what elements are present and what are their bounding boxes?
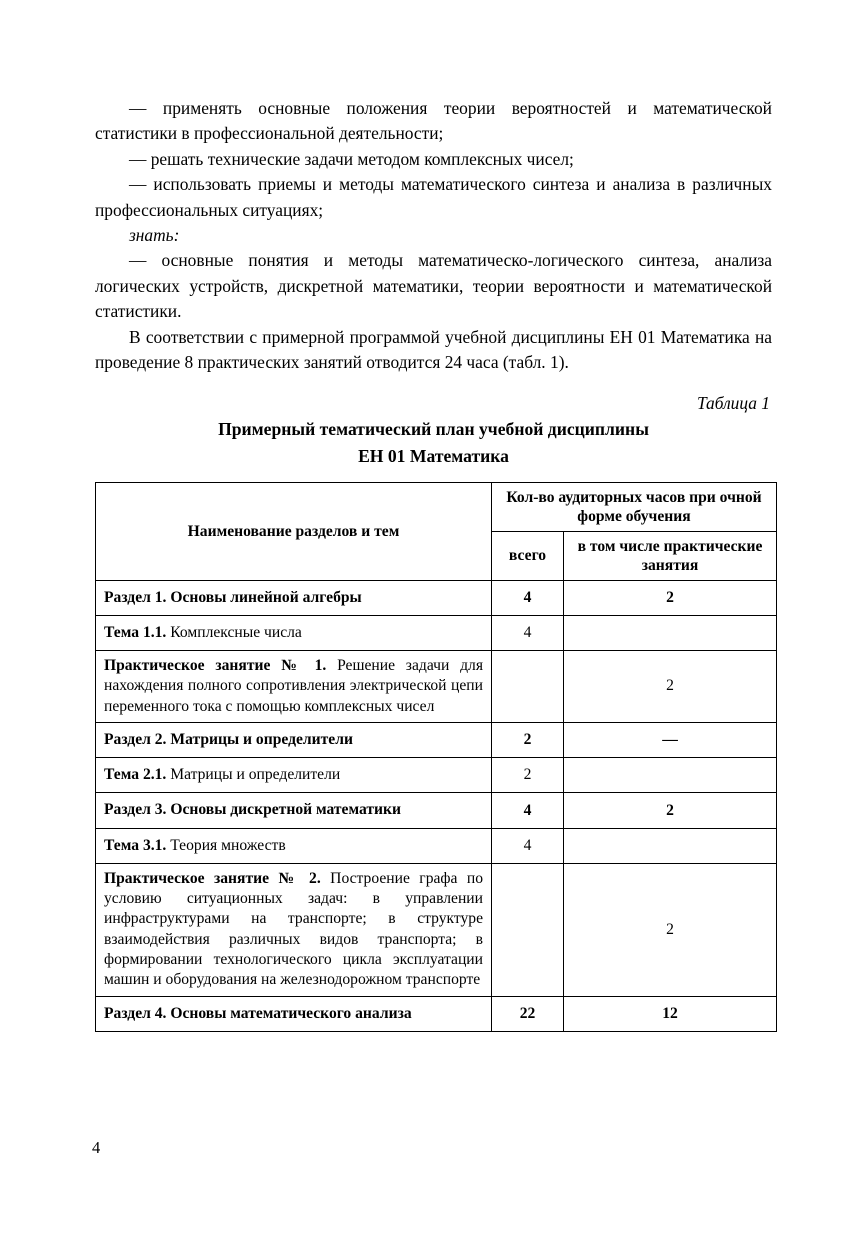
row-name-cell (96, 651, 492, 723)
row-name-cell (96, 793, 492, 828)
header-hours-group: Кол-во аудиторных часов при очной форме обучения (492, 482, 777, 531)
header-practice: в том числе практические занятия (564, 531, 777, 580)
table-row (96, 758, 777, 793)
row-name-text: Комплексные числа (166, 623, 302, 641)
paragraph-6: В соответствии с примерной программой учебной дисциплины ЕН 01 Математика на проведение 8 практических занятий отводится 24 часа (табл. 1). (95, 326, 772, 373)
table-caption: Таблица 1 (697, 393, 770, 414)
row-total-cell: 22 (492, 996, 564, 1031)
row-practice-cell (564, 758, 777, 793)
paragraph-5: — основные понятия и методы математическо-логического синтеза, анализа логических устройств, дискретной математики, теории вероятности и математической статистики. (95, 250, 772, 322)
table-row (96, 580, 777, 615)
row-practice-cell (564, 615, 777, 650)
row-name-text: Раздел 1. Основы линейной алгебры (104, 588, 362, 606)
row-name-text: Построение графа по условию ситуационных задач: в управлении инфраструктурами на транспорте; в структуре взаимодействия различных видов транспорта; в формировании технологического цикла эксплуатации машин и оборудования на железнодорожном транспорте (104, 869, 483, 989)
row-name-prefix: Практическое занятие № 1. (104, 657, 327, 675)
row-practice-cell: 12 (564, 996, 777, 1031)
table-body (96, 580, 777, 1031)
paragraph-3: — использовать приемы и методы математического синтеза и анализа в различных профессиональных ситуациях; (95, 174, 772, 220)
header-total: всего (492, 531, 564, 580)
row-name-cell (96, 828, 492, 863)
row-name-cell (96, 758, 492, 793)
table-row (96, 651, 777, 723)
row-name-prefix: Тема 2.1. (104, 766, 167, 784)
row-total-cell: 4 (492, 580, 564, 615)
body-text (95, 96, 772, 375)
row-practice-cell: 2 (564, 580, 777, 615)
row-name-text: Решение задачи для нахождения полного сопротивления электрической цепи переменного тока с помощью комплексных чисел (104, 657, 483, 715)
row-total-cell (492, 863, 564, 996)
table-row (96, 828, 777, 863)
row-practice-cell (564, 828, 777, 863)
row-total-cell: 4 (492, 615, 564, 650)
row-name-cell (96, 722, 492, 757)
table-head (96, 482, 777, 580)
row-name-prefix: Практическое занятие № 2. (104, 869, 321, 887)
table-row (96, 722, 777, 757)
table-title-line-2: ЕН 01 Математика (358, 445, 509, 466)
table-row (96, 863, 777, 996)
curriculum-plan-table (95, 482, 777, 1032)
row-name-cell (96, 580, 492, 615)
row-name-text: Раздел 2. Матрицы и определители (104, 730, 353, 748)
row-practice-cell: 2 (564, 863, 777, 996)
row-name-text: Раздел 4. Основы математического анализа (104, 1004, 412, 1022)
row-practice-cell: 2 (564, 793, 777, 828)
row-total-cell: 2 (492, 722, 564, 757)
page-number: 4 (92, 1138, 101, 1157)
header-name: Наименование разделов и тем (96, 482, 492, 580)
row-name-prefix: Тема 1.1. (104, 623, 167, 641)
table-header-row-1 (96, 482, 777, 531)
paragraph-2: — решать технические задачи методом комплексных чисел; (129, 148, 574, 169)
row-name-prefix: Тема 3.1. (104, 836, 167, 854)
table-title-line-1: Примерный тематический план учебной дисциплины (218, 419, 649, 440)
row-name-text: Теория множеств (166, 836, 286, 854)
row-name-cell (96, 863, 492, 996)
row-total-cell: 2 (492, 758, 564, 793)
paragraph-znat: знать: (129, 225, 180, 246)
row-total-cell: 4 (492, 793, 564, 828)
row-name-cell (96, 615, 492, 650)
paragraph-1: — применять основные положения теории вероятностей и математической статистики в профессиональной деятельности; (95, 98, 772, 144)
row-total-cell: 4 (492, 828, 564, 863)
table-row (96, 996, 777, 1031)
row-name-text: Матрицы и определители (166, 766, 341, 784)
row-practice-cell: — (564, 722, 777, 757)
row-name-text: Раздел 3. Основы дискретной математики (104, 801, 402, 819)
row-name-cell (96, 996, 492, 1031)
row-practice-cell: 2 (564, 651, 777, 723)
row-total-cell (492, 651, 564, 723)
table-row (96, 793, 777, 828)
table-row (96, 615, 777, 650)
